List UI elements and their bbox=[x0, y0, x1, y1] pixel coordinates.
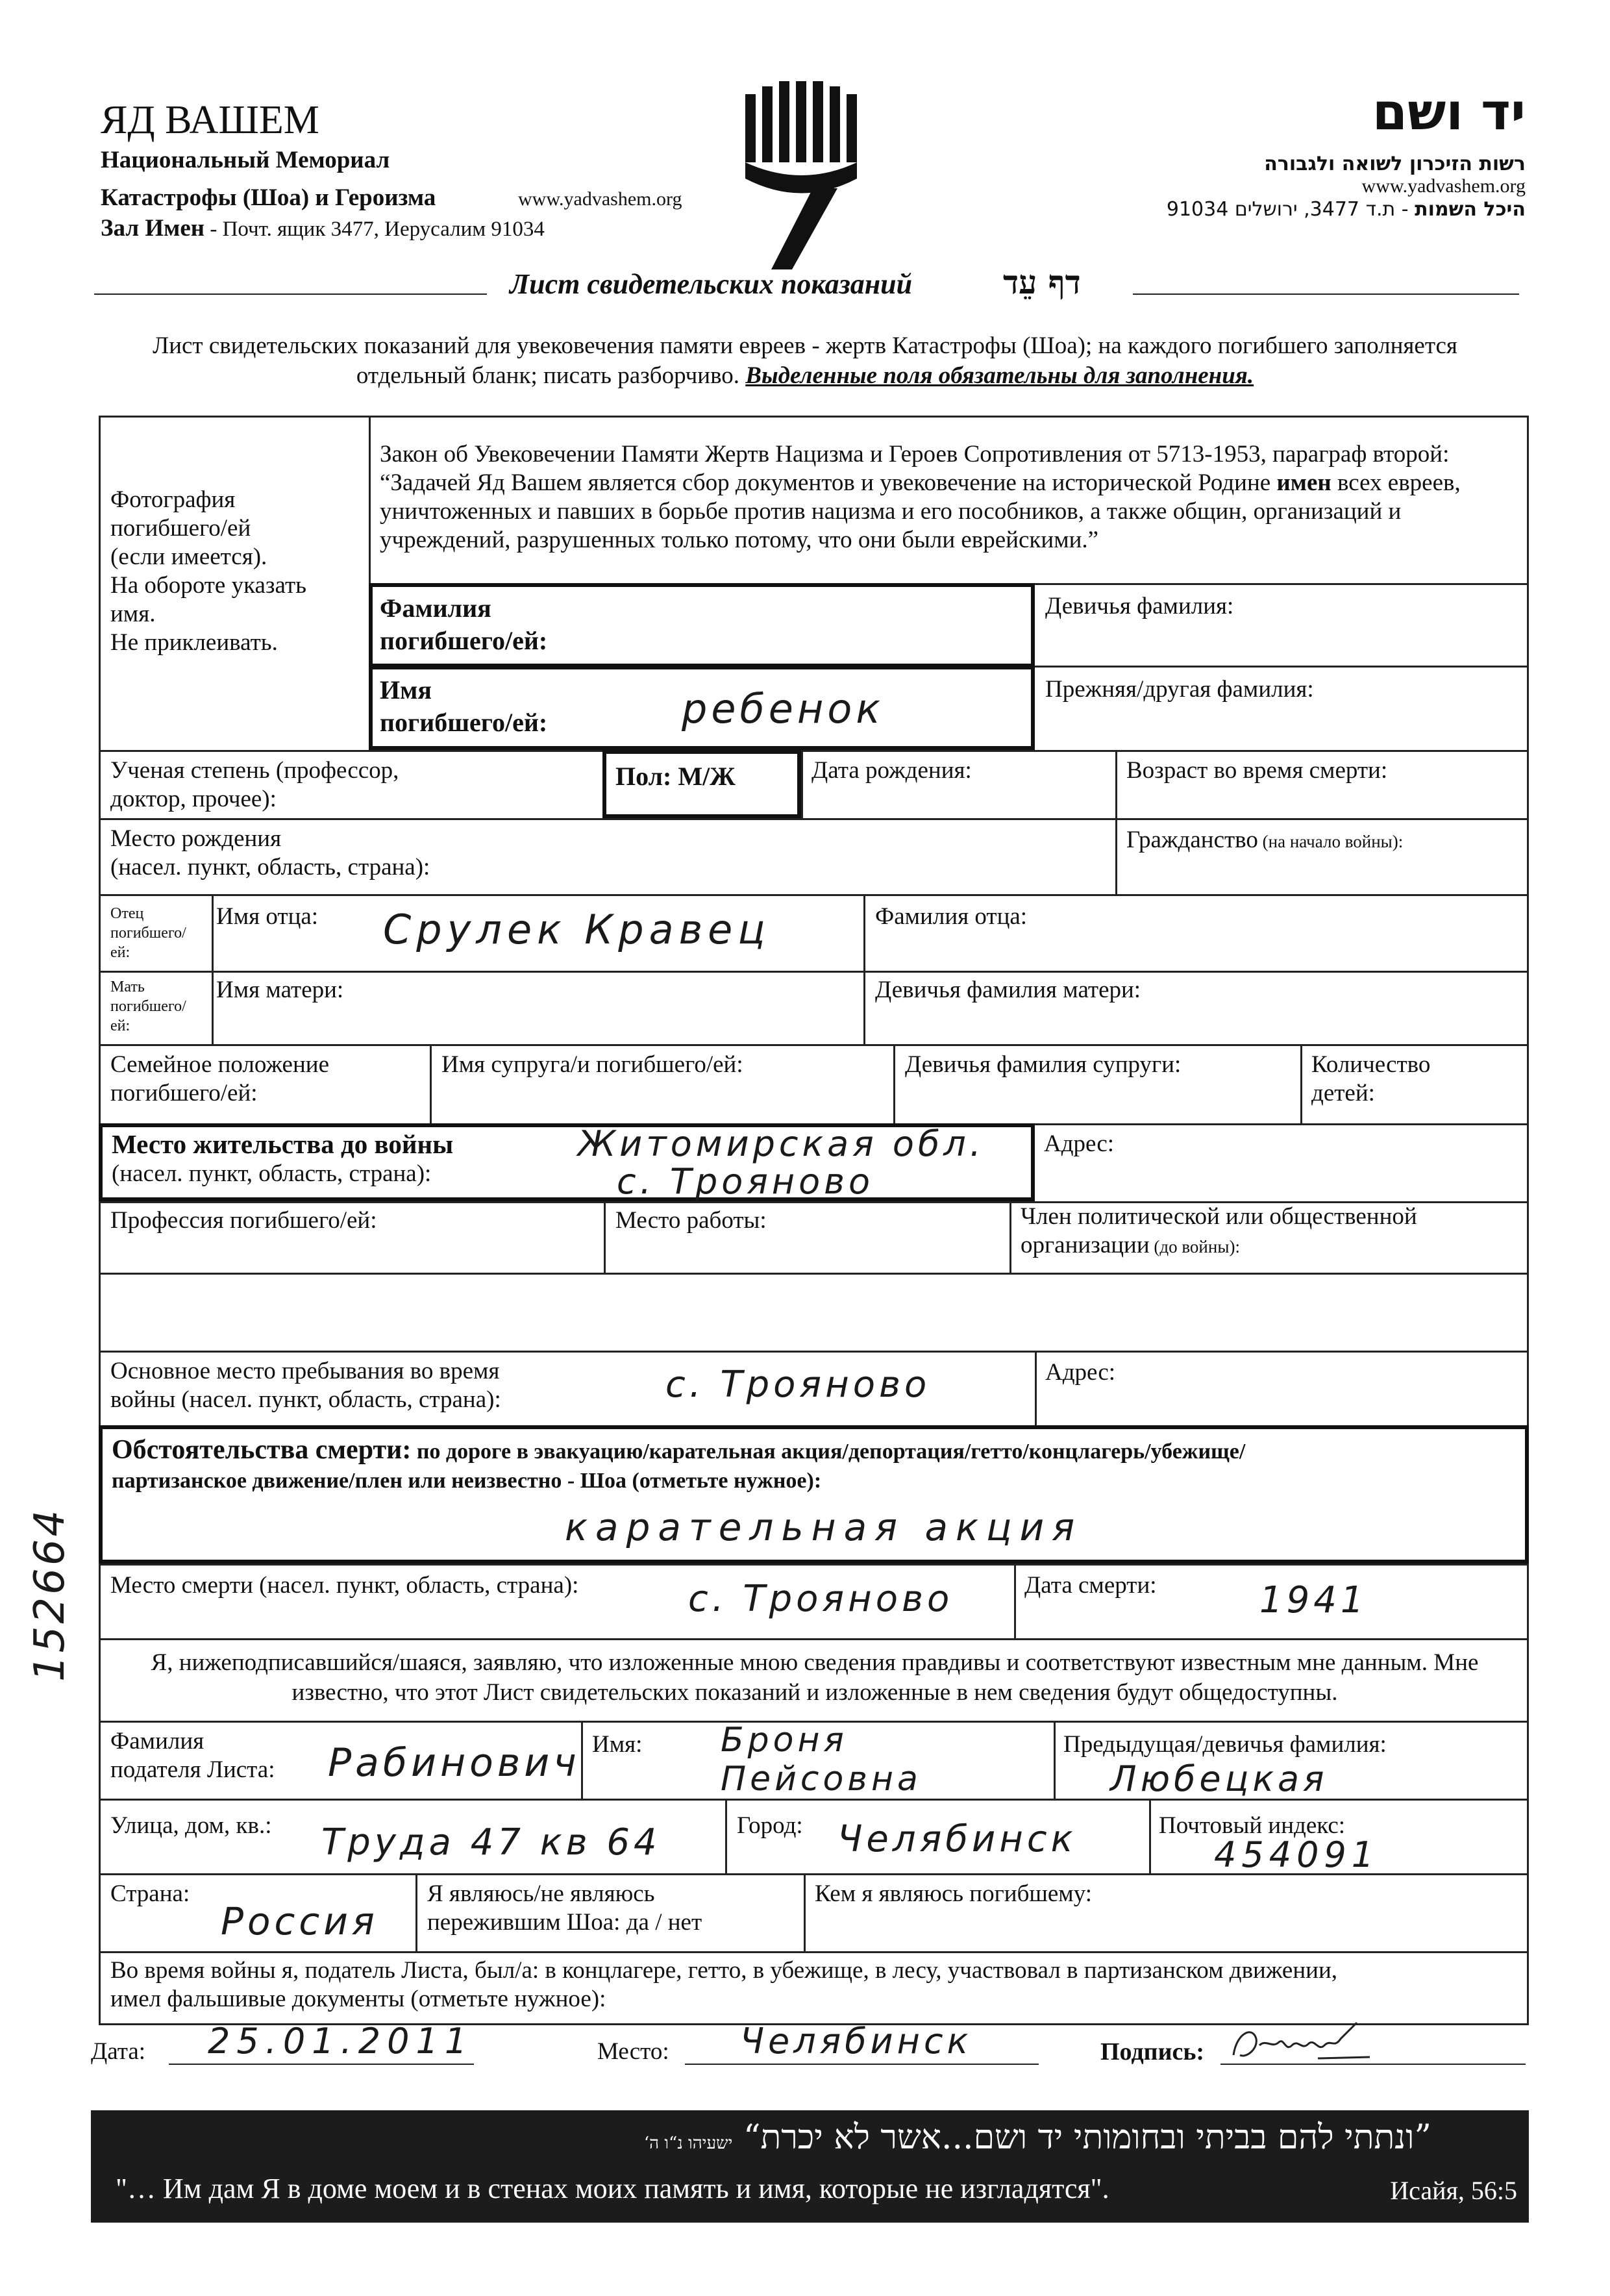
zip-value: 454091 bbox=[1214, 1834, 1380, 1875]
first-name-label-1: Имя bbox=[380, 675, 432, 705]
street-label: Улица, дом, кв.: bbox=[110, 1812, 272, 1839]
first-name-value: ребенок bbox=[682, 685, 884, 732]
date-value: 25.01.2011 bbox=[208, 2021, 474, 2062]
photo-line-4: На обороте указать bbox=[110, 572, 307, 599]
death-place-value: с. Трояново bbox=[688, 1578, 954, 1620]
maiden-name-label: Девичья фамилия: bbox=[1045, 593, 1234, 619]
org-member-label bbox=[1021, 1203, 1417, 1260]
citizenship-note: (на начало войны): bbox=[1257, 832, 1404, 851]
photo-box-text bbox=[110, 486, 306, 657]
spouse-maiden-label: Девичья фамилия супруги: bbox=[905, 1051, 1182, 1078]
vdiv-war-address bbox=[1035, 1351, 1037, 1425]
country-value: Россия bbox=[221, 1899, 378, 1943]
website-right: www.yadvashem.org bbox=[1361, 175, 1526, 197]
frame-left bbox=[99, 416, 101, 2025]
address-he: - ת.ד 3477, ירושלים 91034 bbox=[1166, 198, 1415, 221]
city-value: Челябинск bbox=[837, 1818, 1077, 1860]
footer-banner bbox=[91, 2110, 1529, 2223]
first-name-label bbox=[380, 674, 547, 739]
surname-label-1: Фамилия bbox=[380, 593, 491, 623]
intro-emphasis: Выделенные поля обязательны для заполнения. bbox=[745, 362, 1254, 389]
maiden-bottom-rule bbox=[1035, 666, 1529, 668]
frame-top bbox=[99, 416, 1529, 418]
submitter-surname-value: Рабинович bbox=[328, 1740, 580, 1786]
footer-hebrew-quote bbox=[644, 2118, 1431, 2157]
children-label-1: Количество bbox=[1311, 1051, 1431, 1078]
citizenship-label bbox=[1126, 826, 1403, 855]
vdiv-sub-prev bbox=[1054, 1721, 1056, 1799]
org-name-ru: ЯД ВАШЕМ bbox=[101, 98, 319, 142]
row-rule-9 bbox=[99, 1351, 1529, 1353]
row-rule-1 bbox=[99, 750, 1529, 752]
survivor-label-1: Я являюсь/не являюсь bbox=[427, 1880, 655, 1907]
intro-plain: Лист свидетельских показаний для увековечения памяти евреев - жертв Катастрофы (Шоа); на каждого погибшего заполняется отдельный бланк; писать разборчиво. bbox=[153, 332, 1457, 389]
children-label-2: детей: bbox=[1311, 1080, 1375, 1106]
submitter-name-label: Имя: bbox=[592, 1731, 643, 1758]
first-name-label-2: погибшего/ей: bbox=[380, 708, 548, 737]
profession-label: Профессия погибшего/ей: bbox=[110, 1207, 377, 1234]
org-line1-he: רשות הזיכרון לשואה ולגבורה bbox=[1264, 153, 1526, 175]
submitter-surname-label bbox=[110, 1727, 275, 1784]
citizenship-text: Гражданство bbox=[1126, 827, 1258, 853]
father-surname-label: Фамилия отца: bbox=[875, 903, 1028, 930]
birthplace-label bbox=[110, 825, 430, 882]
row-rule-15 bbox=[99, 1951, 1529, 1953]
address-ru: - Почт. ящик 3477, Иерусалим 91034 bbox=[204, 218, 545, 241]
vdiv-spouse bbox=[430, 1044, 432, 1123]
title-rule-left bbox=[94, 293, 487, 295]
row-rule-death bbox=[99, 1638, 1529, 1640]
death-circ-label bbox=[112, 1435, 1520, 1495]
residence-label-1: Место жительства до войны bbox=[112, 1129, 454, 1159]
law-bold: имен bbox=[1276, 469, 1331, 496]
sex-label: Пол: М/Ж bbox=[615, 762, 736, 791]
workplace-label: Место работы: bbox=[615, 1207, 767, 1234]
photo-line-5: имя. bbox=[110, 601, 156, 627]
war-place-label bbox=[110, 1357, 501, 1414]
marital-label-2: погибшего/ей: bbox=[110, 1080, 258, 1106]
surname-label bbox=[380, 592, 547, 657]
org-address-he bbox=[1167, 198, 1526, 221]
hebrew-quote-source: ישעיהו נ“ו ה‘ bbox=[643, 2134, 733, 2153]
vdiv-workplace bbox=[604, 1201, 606, 1273]
vdiv-death-date bbox=[1014, 1564, 1016, 1638]
org-member-label-2: организации bbox=[1021, 1232, 1150, 1258]
place-label: Место: bbox=[597, 2038, 669, 2065]
war-place-value: с. Трояново bbox=[665, 1364, 931, 1406]
vdiv-parent-side bbox=[212, 894, 214, 1044]
vdiv-age bbox=[1115, 750, 1117, 894]
death-circ-value: карательная акция bbox=[565, 1505, 1083, 1549]
death-date-label: Дата смерти: bbox=[1024, 1572, 1157, 1599]
father-name-label: Имя отца: bbox=[216, 903, 319, 930]
survivor-label bbox=[427, 1880, 702, 1937]
death-circ-title: Обстоятельства смерти: bbox=[112, 1435, 412, 1465]
children-count-label bbox=[1311, 1051, 1430, 1108]
death-date-value: 1941 bbox=[1259, 1579, 1368, 1621]
vdiv-city bbox=[725, 1799, 727, 1873]
survivor-label-2: пережившим Шоа: да / нет bbox=[427, 1909, 702, 1936]
father-side-label bbox=[110, 904, 186, 962]
city-label: Город: bbox=[737, 1812, 803, 1839]
vdiv-children bbox=[1300, 1044, 1302, 1123]
yad-vashem-logo bbox=[740, 81, 863, 269]
degree-label-2: доктор, прочее): bbox=[110, 786, 277, 812]
law-text bbox=[380, 440, 1516, 555]
vdiv-relation bbox=[804, 1873, 806, 1951]
org-address-ru bbox=[101, 214, 545, 242]
submitter-prev-name-value: Любецкая bbox=[1110, 1758, 1328, 1799]
law-part-2: всех евреев, уничтоженных и павших в борьбе против нацизма и его пособников, а также общин, организаций и учреждений, разрушенных только потому, что они были еврейскими.” bbox=[380, 469, 1461, 553]
marital-label-1: Семейное положение bbox=[110, 1051, 329, 1078]
hebrew-quote-text: ”ונתתי להם בביתי ובחומותי יד ושם...אשר לא יכרת“ bbox=[743, 2118, 1431, 2157]
birth-date-label: Дата рождения: bbox=[811, 757, 972, 784]
footer-russian-source: Исайя, 56:5 bbox=[1390, 2176, 1517, 2205]
vdiv-spouse-maiden bbox=[893, 1044, 895, 1123]
death-place-label: Место смерти (насел. пункт, область, страна): bbox=[110, 1572, 579, 1599]
mother-maiden-label: Девичья фамилия матери: bbox=[875, 977, 1141, 1003]
row-rule-4 bbox=[99, 971, 1529, 973]
death-circ-options-2: партизанское движение/плен или неизвестно - Шоа (отметьте нужное): bbox=[112, 1469, 822, 1493]
row-rule-3 bbox=[99, 894, 1529, 896]
place-value: Челябинск bbox=[740, 2021, 972, 2062]
birthplace-label-1: Место рождения bbox=[110, 825, 282, 852]
row-rule-5 bbox=[99, 1044, 1529, 1046]
mother-name-label: Имя матери: bbox=[216, 977, 344, 1003]
vdiv-zip bbox=[1149, 1799, 1151, 1873]
mother-side-2: погибшего/ bbox=[110, 998, 186, 1015]
row-rule-2 bbox=[99, 818, 1529, 820]
residence-value-2: с. Трояново bbox=[617, 1161, 874, 1202]
law-part-1: Закон об Увековечении Памяти Жертв Нацизма и Героев Сопротивления от 5713-1953, параграф второй: “Задачей Яд Вашем является сбор документов и увековечение на исторической Родине bbox=[380, 441, 1450, 496]
father-side-1: Отец bbox=[110, 905, 144, 922]
signature-image bbox=[1227, 2019, 1376, 2068]
residence-value-1: Житомирская обл. bbox=[578, 1123, 985, 1164]
submitter-prev-name-label: Предыдущая/девичья фамилия: bbox=[1063, 1731, 1387, 1758]
place-underline bbox=[685, 2064, 1039, 2065]
street-value: Труда 47 кв 64 bbox=[321, 1821, 661, 1864]
relation-label: Кем я являюсь погибшему: bbox=[815, 1880, 1093, 1907]
frame-right bbox=[1527, 416, 1529, 2025]
country-label: Страна: bbox=[110, 1880, 190, 1907]
wartime-line-1: Во время войны я, податель Листа, был/а: в концлагере, гетто, в убежище, в лесу, участвовал в партизанском движении, bbox=[110, 1957, 1337, 1984]
submitter-name-value-2: Пейсовна bbox=[721, 1760, 922, 1799]
mother-side-1: Мать bbox=[110, 979, 145, 995]
degree-label bbox=[110, 756, 399, 814]
war-place-label-2: войны (насел. пункт, область, страна): bbox=[110, 1386, 501, 1413]
father-name-value: Срулек Кравец bbox=[383, 906, 771, 953]
sub-surname-label-2: подателя Листа: bbox=[110, 1756, 275, 1783]
org-line1-ru: Национальный Мемориал bbox=[101, 147, 390, 173]
photo-line-2: погибшего/ей bbox=[110, 515, 251, 542]
submitter-name-value-1: Броня bbox=[721, 1721, 848, 1760]
surname-label-2: погибшего/ей: bbox=[380, 626, 548, 655]
margin-number: 152664 bbox=[26, 1507, 74, 1682]
mother-side-label bbox=[110, 977, 186, 1036]
age-at-death-label: Возраст во время смерти: bbox=[1126, 757, 1388, 784]
vdiv-sub-name bbox=[581, 1721, 583, 1799]
website-left: www.yadvashem.org bbox=[518, 188, 682, 210]
row-rule-8 bbox=[99, 1273, 1529, 1275]
residence-label bbox=[112, 1129, 453, 1188]
spouse-name-label: Имя супруга/и погибшего/ей: bbox=[441, 1051, 743, 1078]
intro-text bbox=[136, 331, 1474, 391]
vdiv-orgmember bbox=[1009, 1201, 1011, 1273]
date-underline bbox=[169, 2064, 474, 2065]
wartime-line-2: имел фальшивые документы (отметьте нужное): bbox=[110, 1986, 606, 2012]
signature-label: Подпись: bbox=[1100, 2038, 1205, 2065]
photo-line-3: (если имеется). bbox=[110, 543, 267, 570]
declaration-text: Я, нижеподписавшийся/шаяся, заявляю, что изложенные мною сведения правдивы и соответствуют известным мне данным. Мне известно, что этот Лист свидетельских показаний и изложенные в нем сведения будут общедоступны. bbox=[151, 1649, 1479, 1706]
vdiv-birthdate bbox=[801, 750, 803, 818]
row-rule-11 bbox=[99, 1564, 1529, 1566]
org-line2-ru: Катастрофы (Шоа) и Героизма bbox=[101, 184, 436, 211]
form-title-he: דף עֵד bbox=[1003, 263, 1081, 301]
wartime-text bbox=[110, 1956, 1337, 2014]
father-side-2: погибшего/ bbox=[110, 925, 186, 942]
vdiv-parent-surname bbox=[863, 894, 865, 1044]
org-name-he: יד ושם bbox=[1372, 83, 1526, 142]
birthplace-label-2: (насел. пункт, область, страна): bbox=[110, 854, 430, 880]
photo-line-6: Не приклеивать. bbox=[110, 629, 278, 656]
vdiv-survivor bbox=[415, 1873, 417, 1951]
mother-side-3: ей: bbox=[110, 1017, 130, 1034]
org-member-note: (до войны): bbox=[1149, 1237, 1240, 1256]
residence-label-2: (насел. пункт, область, страна): bbox=[112, 1160, 432, 1187]
zip-label: Почтовый индекс: bbox=[1159, 1812, 1346, 1839]
marital-label bbox=[110, 1051, 329, 1108]
org-member-label-1: Член политической или общественной bbox=[1021, 1203, 1417, 1230]
father-side-3: ей: bbox=[110, 944, 130, 961]
war-address-label: Адрес: bbox=[1045, 1359, 1116, 1386]
other-surname-label: Прежняя/другая фамилия: bbox=[1045, 676, 1314, 703]
hall-of-names-he: היכל השמות bbox=[1415, 198, 1526, 221]
photo-line-1: Фотография bbox=[110, 486, 236, 513]
hall-of-names-ru: Зал Имен bbox=[101, 215, 205, 242]
title-rule-right bbox=[1133, 293, 1519, 295]
address-label: Адрес: bbox=[1044, 1130, 1115, 1157]
date-label: Дата: bbox=[91, 2038, 146, 2065]
war-place-label-1: Основное место пребывания во время bbox=[110, 1358, 500, 1384]
death-circ-options-1: по дороге в эвакуацию/карательная акция/депортация/гетто/концлагерь/убежище/ bbox=[411, 1440, 1246, 1464]
degree-label-1: Ученая степень (профессор, bbox=[110, 757, 399, 784]
footer-russian-quote: "… Им дам Я в доме моем и в стенах моих память и имя, которые не изгладятся". bbox=[116, 2173, 1109, 2204]
form-title-ru: Лист свидетельских показаний bbox=[510, 268, 913, 300]
sub-surname-label-1: Фамилия bbox=[110, 1728, 204, 1754]
